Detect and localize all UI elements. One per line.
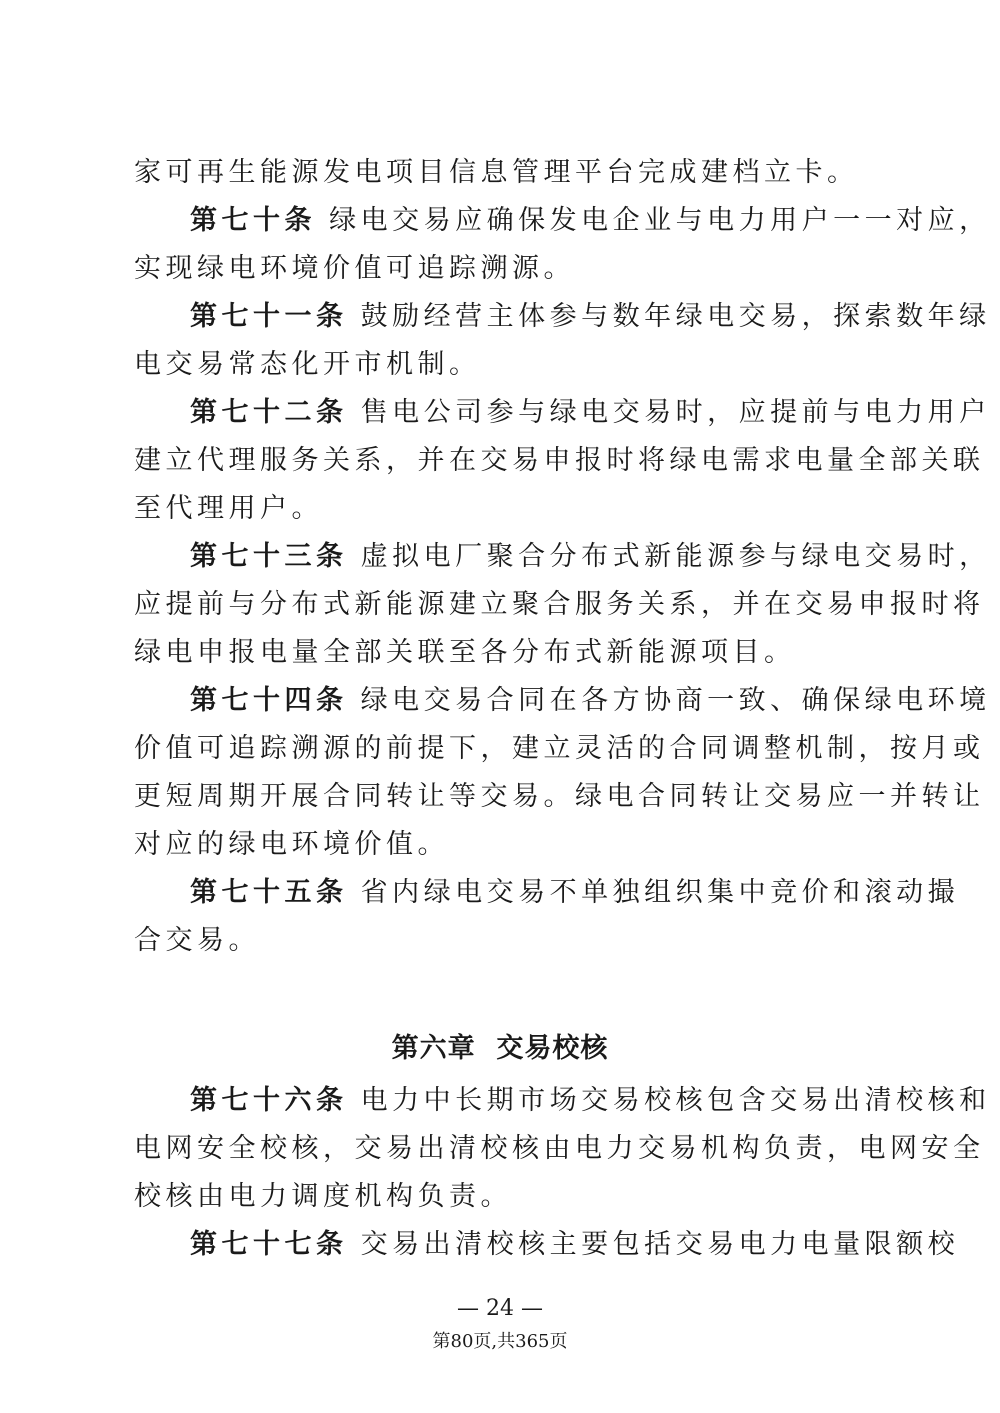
text-line [134, 389, 991, 437]
line-text: 对应的绿电环境价值。 [134, 829, 449, 860]
article-number: 第七十三条 [190, 541, 348, 572]
text-line [134, 1125, 985, 1173]
articles-after-chapter [134, 1077, 991, 1269]
text-line [134, 869, 960, 917]
line-text: 应提前与分布式新能源建立聚合服务关系，并在交易申报时将 [134, 589, 985, 620]
article-paragraph [134, 1221, 960, 1269]
line-text: 绿电交易合同在各方协商一致、确保绿电环境 [360, 685, 991, 716]
page-number: — 24 — [457, 1296, 543, 1321]
text-line [134, 485, 866, 533]
text-line [134, 773, 985, 821]
line-text: 电网安全校核，交易出清校核由电力交易机构负责，电网安全 [134, 1133, 985, 1164]
text-line [134, 245, 866, 293]
text-line [134, 1221, 960, 1269]
article-number: 第七十条 [190, 205, 316, 236]
body-text [134, 149, 991, 1269]
text-line [134, 725, 985, 773]
article-paragraph [134, 677, 991, 869]
page-count: 第80页,共365页 [432, 1331, 568, 1352]
text-line [134, 821, 866, 869]
text-line [134, 1173, 866, 1221]
line-text: 绿电申报电量全部关联至各分布式新能源项目。 [134, 637, 796, 668]
line-text: 绿电交易应确保发电企业与电力用户一一对应， [329, 205, 991, 236]
line-text: 至代理用户。 [134, 493, 323, 524]
article-number: 第七十七条 [190, 1229, 348, 1260]
line-text: 交易出清校核主要包括交易电力电量限额校 [360, 1229, 960, 1260]
article-number: 第七十六条 [190, 1085, 348, 1116]
line-text: 电交易常态化开市机制。 [134, 349, 481, 380]
line-text: 更短周期开展合同转让等交易。绿电合同转让交易应一并转让 [134, 781, 985, 812]
article-paragraph [134, 389, 991, 533]
article-number: 第七十二条 [190, 397, 348, 428]
line-text: 校核由电力调度机构负责。 [134, 1181, 512, 1212]
text-line [134, 629, 866, 677]
text-line [134, 293, 991, 341]
text-line [134, 677, 991, 725]
article-number: 第七十一条 [190, 301, 348, 332]
line-text: 电力中长期市场交易校核包含交易出清校核和 [360, 1085, 991, 1116]
text-line [134, 437, 985, 485]
article-paragraph [134, 1077, 991, 1221]
text-line [134, 533, 991, 581]
article-paragraph [134, 533, 991, 677]
text-line [134, 581, 985, 629]
article-paragraph [134, 197, 991, 293]
text-line [134, 341, 866, 389]
articles-before-chapter [134, 149, 991, 965]
text-line [134, 917, 866, 965]
line-text: 虚拟电厂聚合分布式新能源参与绿电交易时， [360, 541, 991, 572]
line-text: 家可再生能源发电项目信息管理平台完成建档立卡。 [134, 157, 859, 188]
text-line [134, 197, 991, 245]
line-text: 价值可追踪溯源的前提下，建立灵活的合同调整机制，按月或 [134, 733, 985, 764]
line-text: 省内绿电交易不单独组织集中竞价和滚动撮 [360, 877, 960, 908]
line-text: 鼓励经营主体参与数年绿电交易，探索数年绿 [360, 301, 991, 332]
text-line [134, 149, 866, 197]
text-line [134, 1077, 991, 1125]
article-number: 第七十五条 [190, 877, 348, 908]
line-text: 合交易。 [134, 925, 260, 956]
article-number: 第七十四条 [190, 685, 348, 716]
chapter-spacing [134, 965, 866, 1021]
continuation-paragraph [134, 149, 866, 197]
chapter-title: 第六章 交易校核 [391, 1033, 609, 1064]
article-paragraph [134, 869, 960, 965]
line-text: 实现绿电环境价值可追踪溯源。 [134, 253, 575, 284]
article-paragraph [134, 293, 991, 389]
line-text: 建立代理服务关系，并在交易申报时将绿电需求电量全部关联 [134, 445, 985, 476]
line-text: 售电公司参与绿电交易时，应提前与电力用户 [360, 397, 991, 428]
